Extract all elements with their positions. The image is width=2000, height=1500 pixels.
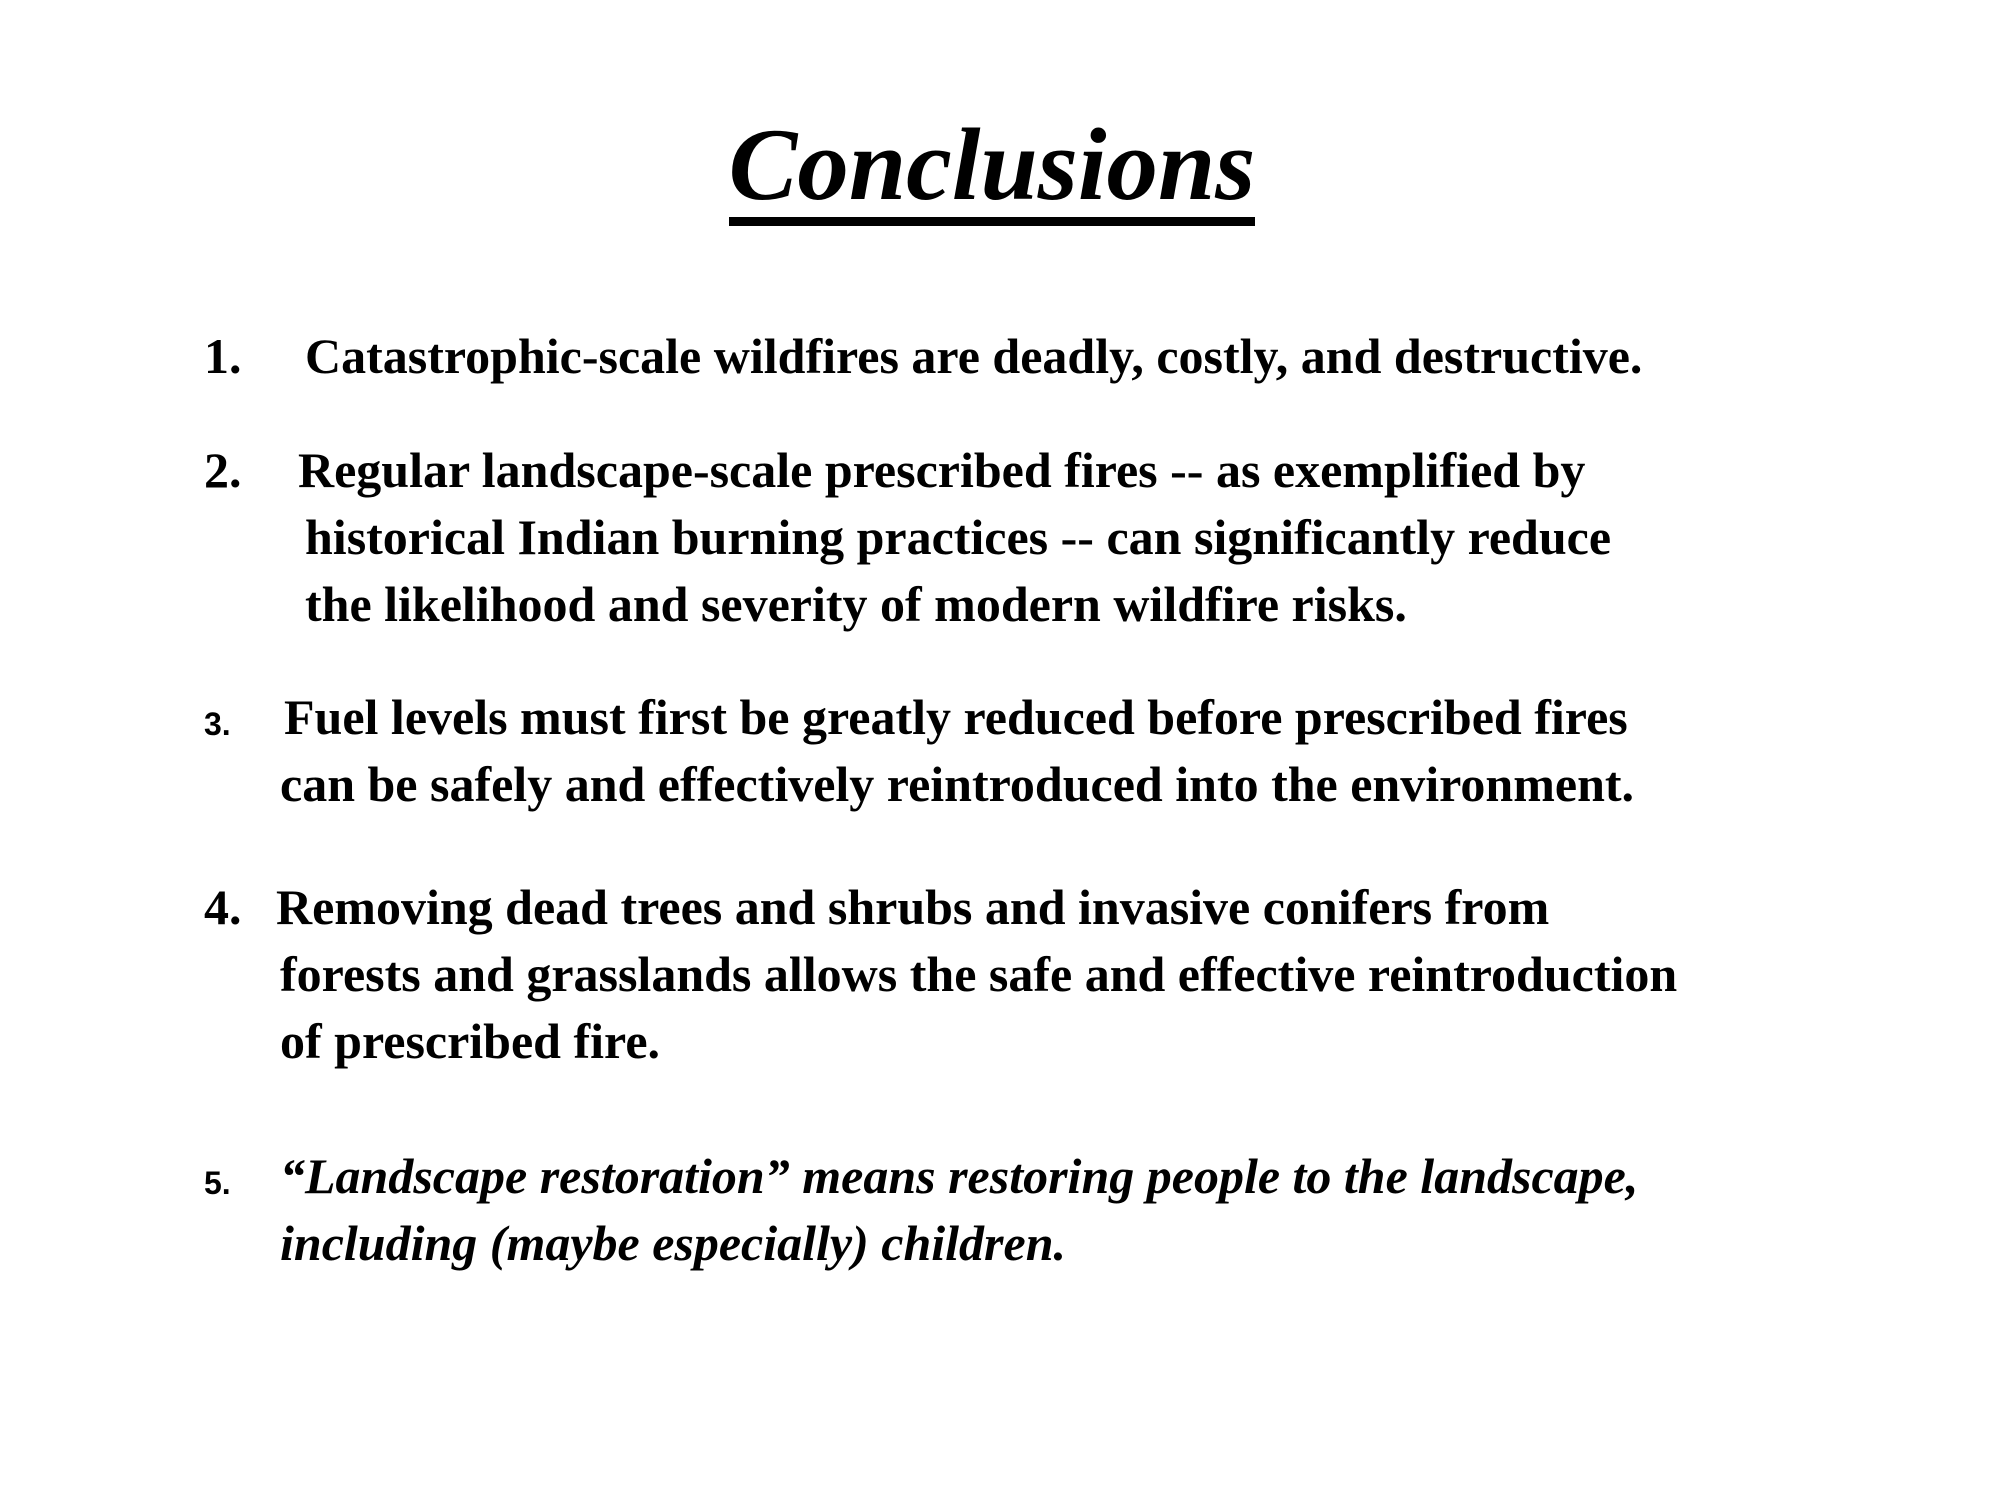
item-1-number: 1. <box>204 328 242 384</box>
item-2-line-3: the likelihood and severity of modern wildfire risks. <box>305 576 1407 632</box>
item-1-line-1: Catastrophic-scale wildfires are deadly, costly, and destructive. <box>305 328 1643 384</box>
item-4-line-3: of prescribed fire. <box>280 1013 661 1069</box>
item-5-line-1: “Landscape restoration” means restoring people to the landscape, <box>280 1148 1639 1204</box>
slide-title-text: Conclusions <box>729 113 1256 226</box>
item-2-line-1: Regular landscape-scale prescribed fires -- as exemplified by <box>298 442 1586 498</box>
slide-title <box>0 105 1984 226</box>
item-4-number: 4. <box>204 879 242 935</box>
item-5-number: 5. <box>204 1165 231 1201</box>
item-2-line-2: historical Indian burning practices -- can significantly reduce <box>305 509 1612 565</box>
item-2-number: 2. <box>204 442 242 498</box>
item-3-line-2: can be safely and effectively reintroduced into the environment. <box>280 756 1635 812</box>
item-3-number: 3. <box>204 706 231 742</box>
item-4-line-2: forests and grasslands allows the safe and effective reintroduction <box>280 946 1678 1002</box>
item-4-line-1: Removing dead trees and shrubs and invasive conifers from <box>276 879 1550 935</box>
item-5-line-2: including (maybe especially) children. <box>280 1215 1067 1271</box>
item-3-line-1: Fuel levels must first be greatly reduced before prescribed fires <box>284 689 1628 745</box>
